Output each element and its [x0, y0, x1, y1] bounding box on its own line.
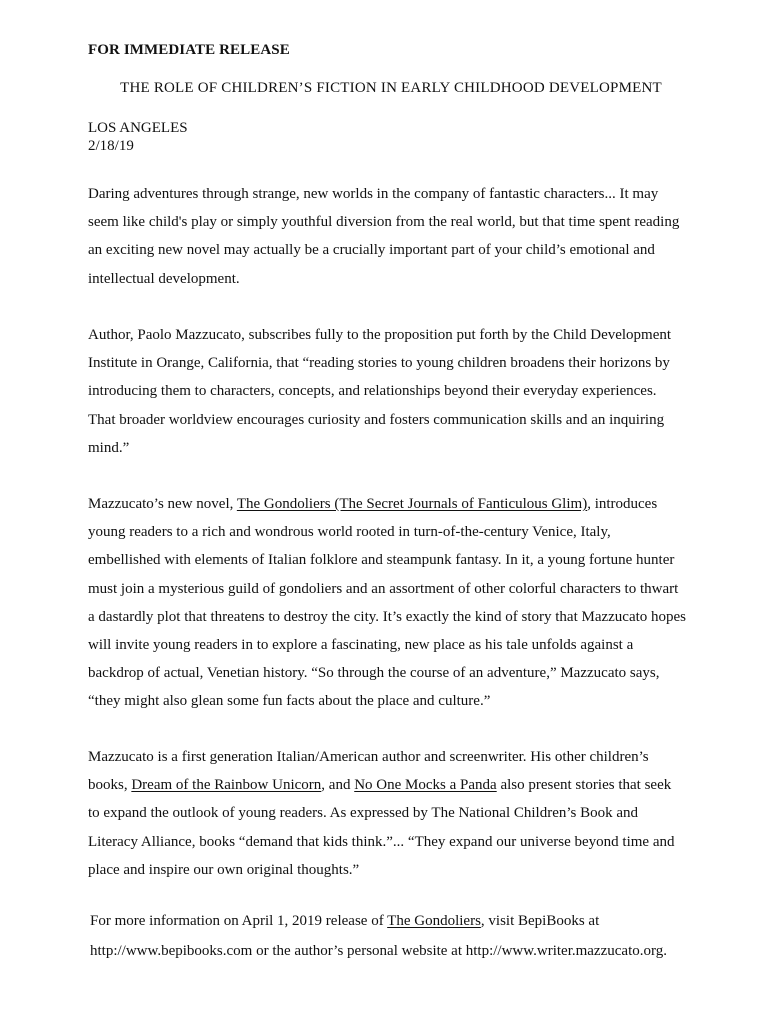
paragraph-line: will invite young readers in to explore a fascinating, new place as his tale unfolds against a	[88, 637, 634, 654]
paragraph-line: “they might also glean some fun facts about the place and culture.”	[88, 693, 491, 710]
paragraph-line: That broader worldview encourages curiosity and fosters communication skills and an inquiring	[88, 411, 665, 428]
text-segment: Mazzucato’s new novel,	[88, 496, 237, 512]
paragraph-line: introducing them to characters, concepts, and relationships beyond their everyday experiences.	[88, 383, 657, 400]
paragraph-line	[88, 490, 703, 518]
text-segment: books,	[88, 777, 132, 794]
paragraph-line: must join a mysterious guild of gondoliers and an assortment of other colorful characters to thwart	[88, 580, 679, 597]
text-segment: , visit BepiBooks at	[480, 913, 600, 929]
paragraph-line	[88, 771, 703, 799]
text-segment: , and	[321, 777, 355, 794]
paragraph-author-quote	[88, 321, 703, 462]
text-segment: For more information on April 1, 2019 release of	[90, 913, 388, 929]
paragraph-line: young readers to a rich and wondrous world rooted in turn-of-the-century Venice, Italy,	[88, 524, 611, 541]
paragraph-line: Daring adventures through strange, new worlds in the company of fantastic characters... It may	[88, 186, 659, 202]
paragraph-more-info	[90, 906, 700, 966]
paragraph-line: to expand the outlook of young readers. As expressed by The National Children’s Book and	[88, 805, 639, 822]
paragraph-line: Institute in Orange, California, that “reading stories to young children broadens their horizons by	[88, 355, 670, 372]
paragraph-line: seem like child's play or simply youthful diversion from the real world, but that time spent reading	[88, 214, 680, 231]
book-title-panda: No One Mocks a Panda	[354, 777, 497, 794]
paragraph-line: Mazzucato is a first generation Italian/American author and screenwriter. His other children’s	[88, 749, 649, 765]
paragraph-line: embellished with elements of Italian folklore and steampunk fantasy. In it, a young fortune hunter	[88, 552, 675, 569]
book-title-gondoliers: The Gondoliers (The Secret Journals of Fanticulous Glim)	[236, 496, 588, 512]
paragraph-other-books	[88, 743, 703, 884]
book-title-gondoliers-short: The Gondoliers	[387, 913, 481, 929]
dateline-date: 2/18/19	[88, 138, 134, 154]
dateline	[88, 119, 188, 155]
paragraph-line: Literacy Alliance, books “demand that kids think.”... “They expand our universe beyond time and	[88, 833, 675, 850]
paragraph-line	[90, 906, 700, 936]
headline: THE ROLE OF CHILDREN’S FICTION IN EARLY CHILDHOOD DEVELOPMENT	[120, 80, 662, 96]
paragraph-line: backdrop of actual, Venetian history. “So through the course of an adventure,” Mazzucato says,	[88, 665, 660, 682]
paragraph-line: a dastardly plot that threatens to destroy the city. It’s exactly the kind of story that Mazzucato hopes	[88, 608, 687, 625]
paragraph-line: Author, Paolo Mazzucato, subscribes fully to the proposition put forth by the Child Development	[88, 327, 672, 343]
book-title-rainbow-unicorn: Dream of the Rainbow Unicorn	[131, 777, 322, 794]
text-segment: also present stories that seek	[496, 777, 672, 794]
paragraph-line: http://www.bepibooks.com or the author’s personal website at http://www.writer.mazzucato.org.	[90, 943, 667, 959]
paragraph-new-novel	[88, 490, 703, 716]
text-segment: , introduces	[587, 496, 658, 512]
release-label: FOR IMMEDIATE RELEASE	[88, 42, 290, 58]
paragraph-line: an exciting new novel may actually be a crucially important part of your child’s emotional and	[88, 242, 655, 259]
dateline-city: LOS ANGELES	[88, 120, 188, 136]
paragraph-line: intellectual development.	[88, 270, 240, 287]
paragraph-line: mind.”	[88, 439, 130, 456]
paragraph-line: place and inspire our own original thoughts.”	[88, 861, 360, 878]
paragraph-intro	[88, 180, 703, 293]
